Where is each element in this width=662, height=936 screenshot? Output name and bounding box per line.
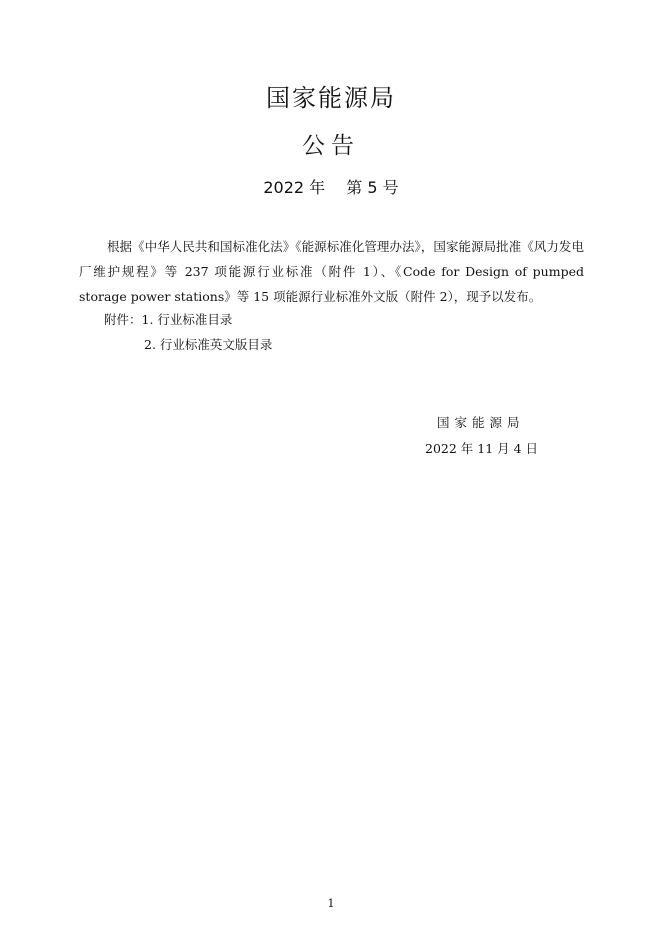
announcement-paragraph: 根据《中华人民共和国标准化法》《能源标准化管理办法》，国家能源局批准《风力发电厂维护规程》等 237 项能源行业标准（附件 1）、《Code for Design of pumped storage power stations》等 15 项能源行业标准外文版（附件 2），现予以发布。: [79, 239, 584, 304]
page-number: 1: [327, 897, 335, 910]
attachments-prefix: 附件：: [104, 312, 142, 327]
attachment-item-label: 1. 行业标准目录: [141, 312, 233, 327]
attachment-item: [104, 307, 272, 332]
attachment-item: [104, 332, 272, 357]
issuer-title: 国家能源局: [266, 84, 396, 112]
document-type: 公告: [302, 133, 360, 159]
signature-date: 2022 年 11 月 4 日: [425, 441, 539, 456]
attachments-list: [104, 307, 272, 357]
attachment-item-label: 2. 行业标准英文版目录: [144, 337, 273, 352]
signature-issuer: 国家能源局: [437, 415, 525, 430]
announcement-number: 2022 年 第 5 号: [263, 178, 399, 197]
